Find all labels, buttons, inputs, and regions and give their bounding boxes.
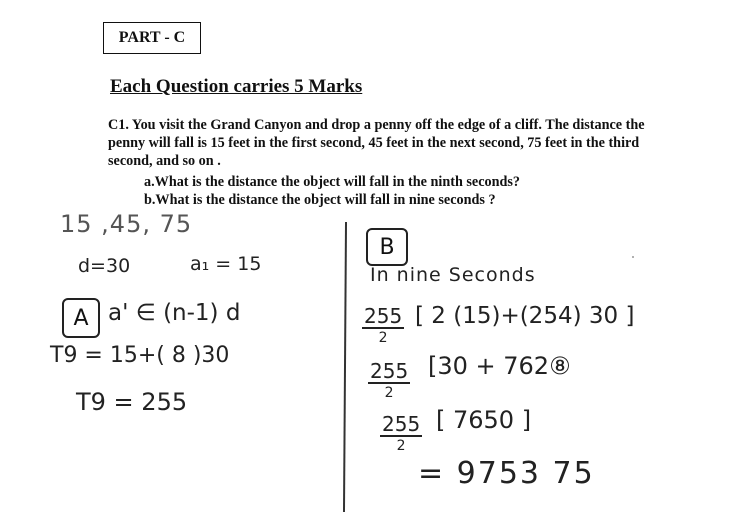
hw-step-2: [30 + 762⑧ xyxy=(428,352,571,380)
question-c1 xyxy=(108,116,718,170)
denominator: 2 xyxy=(384,385,394,401)
question-line: second, and so on . xyxy=(108,153,221,169)
hw-step-3: [ 7650 ] xyxy=(436,406,532,434)
hw-formula: a' ∈ (n-1) d xyxy=(108,300,241,326)
question-line: penny will fall is 15 feet in the first second, 45 feet in the next second, 75 feet in the third xyxy=(108,135,640,151)
hw-substitution: T9 = 15+( 8 )30 xyxy=(50,343,230,368)
part-b-box xyxy=(366,228,408,266)
marks-heading: Each Question carries 5 Marks xyxy=(110,76,363,97)
fraction-step-1 xyxy=(362,305,404,347)
hw-step-1: [ 2 (15)+(254) 30 ] xyxy=(415,303,635,329)
sub-question-a: a.What is the distance the object will fall in the ninth seconds? xyxy=(144,174,520,190)
question-line: C1. You visit the Grand Canyon and drop a penny off the edge of a cliff. The distance the xyxy=(108,117,645,133)
hw-result: T9 = 255 xyxy=(76,388,188,416)
denominator: 2 xyxy=(378,330,388,346)
pen-mark xyxy=(632,256,634,258)
denominator: 2 xyxy=(396,438,406,454)
fraction-step-2 xyxy=(368,360,410,402)
part-b-letter: B xyxy=(379,234,395,260)
part-a-box xyxy=(62,298,100,338)
hw-caption: In nine Seconds xyxy=(370,264,536,286)
numerator: 255 xyxy=(370,359,409,383)
divider-line xyxy=(343,222,347,512)
hw-sequence: 15 ,45, 75 xyxy=(60,210,193,238)
hw-final-answer: = 9753 75 xyxy=(418,456,595,491)
part-label-box xyxy=(103,22,201,54)
numerator: 255 xyxy=(364,304,403,328)
sub-question-b: b.What is the distance the object will fall in nine seconds ? xyxy=(144,192,496,208)
part-label: PART - C xyxy=(118,29,186,46)
part-a-letter: A xyxy=(73,305,89,331)
hw-first-term: a₁ = 15 xyxy=(190,253,262,275)
hw-common-difference: d=30 xyxy=(78,255,131,277)
fraction-step-3 xyxy=(380,413,422,455)
numerator: 255 xyxy=(382,412,421,436)
